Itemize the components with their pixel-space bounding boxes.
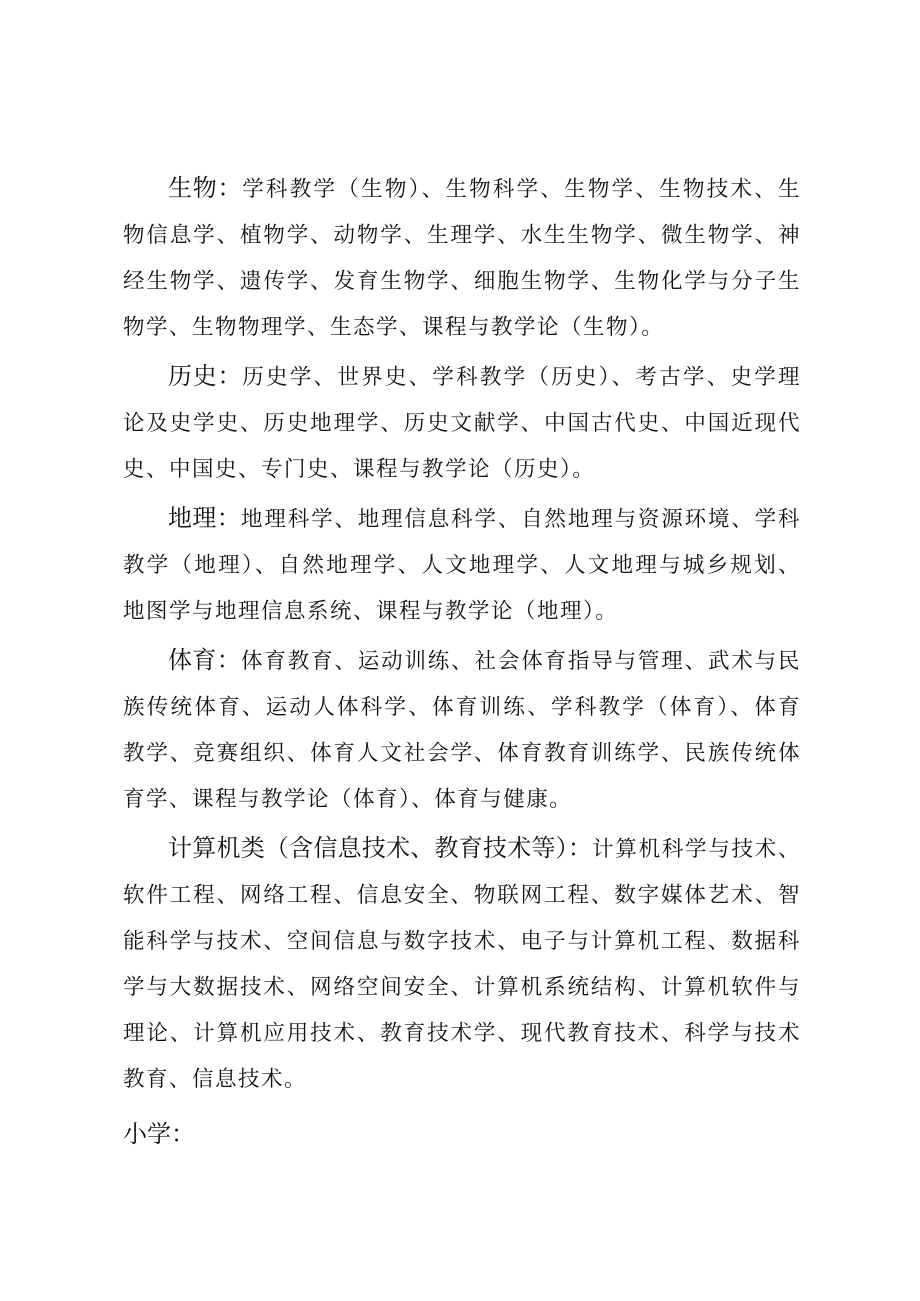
paragraph-heading: 生物： xyxy=(168,174,243,202)
paragraph-text: 地理科学、地理信息科学、自然地理与资源环境、学科教学（地理）、自然地理学、人文地理学、人文地理与城乡规划、地图学与地理信息系统、课程与教学论（地理）。 xyxy=(123,507,801,624)
paragraph-text: 历史学、世界史、学科教学（历史）、考古学、史学理论及史学史、历史地理学、历史文献学、中国古代史、中国近现代史、中国史、专门史、课程与教学论（历史）。 xyxy=(123,365,801,482)
paragraph-pe xyxy=(123,637,801,823)
paragraph-heading: 地理： xyxy=(168,504,242,532)
paragraph-heading: 体育： xyxy=(168,646,242,674)
paragraph-text: 体育教育、运动训练、社会体育指导与管理、武术与民族传统体育、运动人体科学、体育训练、学科教学（体育）、体育教学、竞赛组织、体育人文社会学、体育教育训练学、民族传统体育学、课程与教学论（体育）、体育与健康。 xyxy=(123,649,801,812)
paragraph-text: 计算机科学与技术、软件工程、网络工程、信息安全、物联网工程、数字媒体艺术、智能科学与技术、空间信息与数字技术、电子与计算机工程、数据科学与大数据技术、网络空间安全、计算机系统结构、计算机软件与理论、计算机应用技术、教育技术学、现代教育技术、科学与技术教育、信息技术。 xyxy=(123,837,801,1092)
paragraph-geography xyxy=(123,495,801,635)
document-body xyxy=(123,165,801,1157)
paragraph-biology xyxy=(123,165,801,351)
paragraph-text: 学科教学（生物）、生物科学、生物学、生物技术、生物信息学、植物学、动物学、生理学、水生生物学、微生物学、神经生物学、遗传学、发育生物学、细胞生物学、生物化学与分子生物学、生物物理学、生态学、课程与教学论（生物）。 xyxy=(123,177,801,340)
section-heading-primary-school: 小学： xyxy=(123,1120,195,1148)
paragraph-heading: 计算机类（含信息技术、教育技术等）： xyxy=(168,834,593,862)
paragraph-computer xyxy=(123,825,801,1103)
paragraph-history xyxy=(123,353,801,493)
paragraph-heading: 历史： xyxy=(168,362,243,390)
